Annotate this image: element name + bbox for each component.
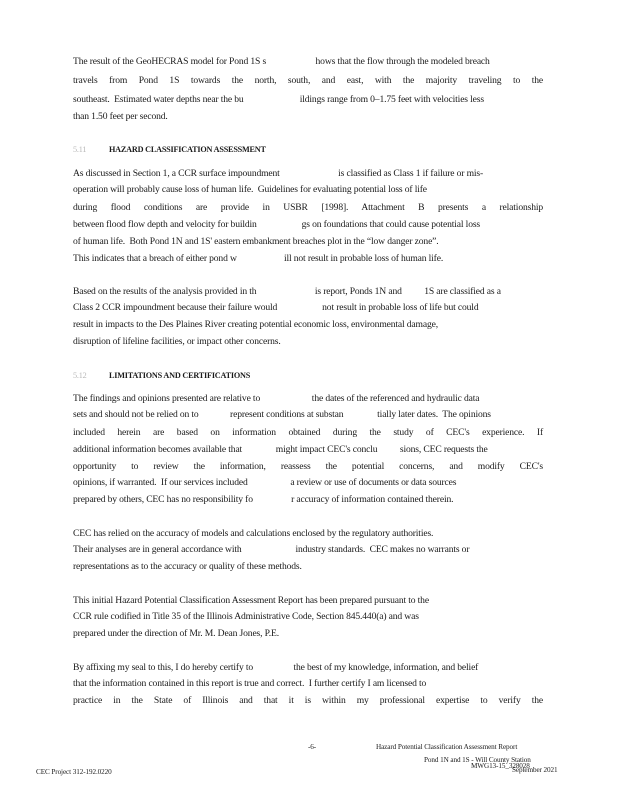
paragraph-line: Class 2 CCR impoundment because their failure would not result in probable loss of life but could (73, 302, 479, 313)
paragraph-line: additional information becomes available that might impact CEC's conclu sions, CEC requests the (73, 444, 488, 455)
paragraph-line: disruption of lifeline facilities, or impact other concerns. (73, 336, 281, 347)
paragraph-line: The result of the GeoHECRAS model for Pond 1S s hows that the flow through the modeled breach (73, 56, 490, 67)
paragraph-line: As discussed in Section 1, a CCR surface impoundment is classified as Class 1 if failure or mis- (73, 168, 484, 179)
paragraph-line: CCR rule codified in Title 35 of the Illinois Administrative Code, Section 845.440(a) and was (73, 611, 419, 622)
paragraph-line: This indicates that a breach of either pond w ill not result in probable loss of human life. (73, 253, 444, 264)
section-title: LIMITATIONS AND CERTIFICATIONS (109, 371, 251, 380)
section-heading-limitations (73, 371, 250, 380)
paragraph-line: representations as to the accuracy or quality of these methods. (73, 561, 302, 572)
footer-doc-code: MWG13-15_328028 (471, 762, 530, 770)
section-number: 5.11 (73, 145, 87, 154)
paragraph-line: Their analyses are in general accordance with industry standards. CEC makes no warrants or (73, 544, 470, 555)
footer-date: September 2021 (512, 766, 558, 774)
section-number: 5.12 (73, 371, 87, 380)
section-title: HAZARD CLASSIFICATION ASSESSMENT (109, 145, 266, 154)
paragraph-line: Based on the results of the analysis provided in th is report, Ponds 1N and 1S are classified as a (73, 286, 501, 297)
section-heading-hazard (73, 145, 266, 154)
paragraph-line: of human life. Both Pond 1N and 1S' eastern embankment breaches plot in the “low danger zone”. (73, 236, 439, 247)
paragraph-line: included herein are based on information obtained during the study of CEC's experience. If (73, 427, 543, 438)
paragraph-line: opportunity to review the information, reassess the potential concerns, and modify CEC's (73, 461, 543, 472)
paragraph-line: during flood conditions are provide in USBR [1998]. Attachment B presents a relationship (73, 202, 543, 213)
footer-report-title: Hazard Potential Classification Assessment Report (376, 743, 518, 751)
paragraph-line: result in impacts to the Des Plaines River creating potential economic loss, environmental damage, (73, 319, 438, 330)
footer-project-number: CEC Project 312-192.0220 (36, 768, 112, 776)
paragraph-line: travels from Pond 1S towards the north, south, and east, with the majority traveling to the (73, 75, 543, 86)
page-number: -6- (308, 743, 317, 751)
paragraph-line: prepared by others, CEC has no responsibility fo r accuracy of information contained therein. (73, 494, 454, 505)
paragraph-line: sets and should not be relied on to represent conditions at substan tially later dates. The opinions (73, 409, 491, 420)
paragraph-line: CEC has relied on the accuracy of models and calculations enclosed by the regulatory authorities. (73, 528, 434, 539)
paragraph-line: This initial Hazard Potential Classification Assessment Report has been prepared pursuant to the (73, 595, 429, 606)
footer-site: Pond 1N and 1S - Will County Station (424, 756, 531, 764)
paragraph-line: that the information contained in this report is true and correct. I further certify I am licensed to (73, 678, 427, 689)
paragraph-line: operation will probably cause loss of human life. Guidelines for evaluating potential loss of life (73, 184, 427, 195)
paragraph-line: practice in the State of Illinois and that it is within my professional expertise to verify the (73, 695, 543, 706)
paragraph-line: By affixing my seal to this, I do hereby certify to the best of my knowledge, information, and belief (73, 662, 479, 673)
paragraph-line: than 1.50 feet per second. (73, 111, 168, 122)
paragraph-line: The findings and opinions presented are relative to the dates of the referenced and hydraulic data (73, 393, 480, 404)
paragraph-line: southeast. Estimated water depths near the bu ildings range from 0–1.75 feet with velocities less (73, 94, 484, 105)
paragraph-line: opinions, if warranted. If our services included a review or use of documents or data sources (73, 477, 457, 488)
paragraph-line: between flood flow depth and velocity for buildin gs on foundations that could cause potential loss (73, 219, 481, 230)
paragraph-line: prepared under the direction of Mr. M. Dean Jones, P.E. (73, 628, 279, 639)
